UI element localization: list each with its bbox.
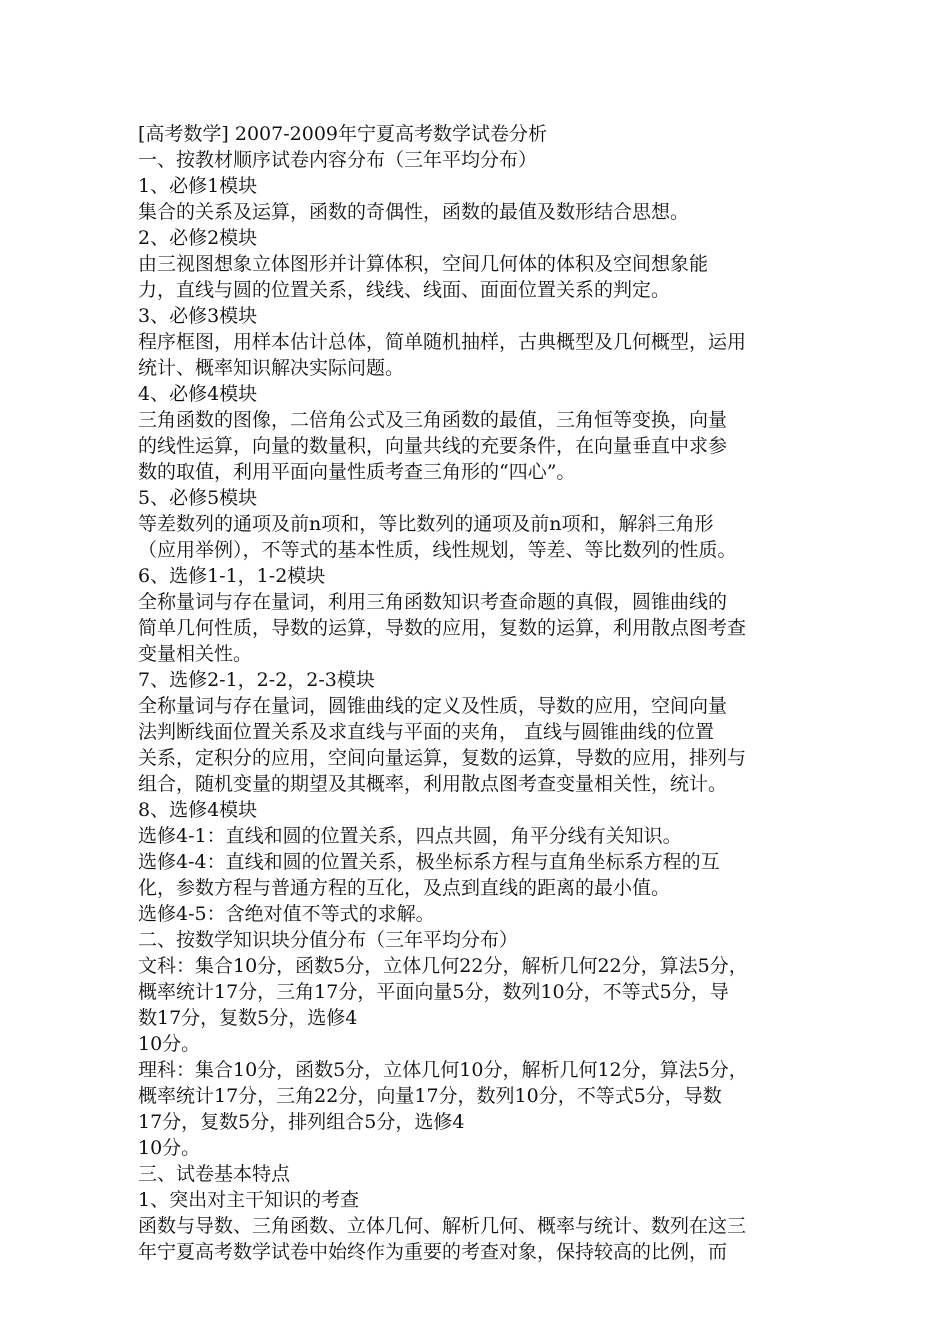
paragraph-line: 概率统计17分，三角22分，向量17分，数列10分，不等式5分，导数 xyxy=(138,1085,722,1107)
paragraph-line: 函数与导数、三角函数、立体几何、解析几何、概率与统计、数列在这三 xyxy=(138,1215,747,1237)
paragraph-line: 化，参数方程与普通方程的互化，及点到直线的距离的最小值。 xyxy=(138,877,671,899)
paragraph-line: 文科：集合10分，函数5分，立体几何22分，解析几何22分，算法5分， xyxy=(138,955,748,977)
paragraph-line: 10分。 xyxy=(138,1033,201,1055)
paragraph-line: 选修4-4：直线和圆的位置关系，极坐标系方程与直角坐标系方程的互 xyxy=(138,851,720,873)
paragraph-line: 17分，复数5分，排列组合5分，选修4 xyxy=(138,1111,465,1133)
subsection-heading: 4、必修4模块 xyxy=(138,383,258,405)
section-heading: 一、按教材顺序试卷内容分布（三年平均分布） xyxy=(138,149,538,171)
paragraph-line: 年宁夏高考数学试卷中始终作为重要的考查对象，保持较高的比例，而 xyxy=(138,1241,728,1263)
paragraph-line: 力，直线与圆的位置关系，线线、线面、面面位置关系的判定。 xyxy=(138,279,671,301)
section-heading: 三、试卷基本特点 xyxy=(138,1163,291,1185)
document-title: [高考数学] 2007-2009年宁夏高考数学试卷分析 xyxy=(138,123,547,145)
section-heading: 二、按数学知识块分值分布（三年平均分布） xyxy=(138,929,519,951)
paragraph-line: 全称量词与存在量词，圆锥曲线的定义及性质，导数的应用，空间向量 xyxy=(138,695,728,717)
paragraph-line: 统计、概率知识解决实际问题。 xyxy=(138,357,405,379)
subsection-heading: 8、选修4模块 xyxy=(138,799,258,821)
paragraph-line: 选修4-5：含绝对值不等式的求解。 xyxy=(138,903,435,925)
paragraph-line: 简单几何性质，导数的运算，导数的应用，复数的运算，利用散点图考查 xyxy=(138,617,747,639)
paragraph-line: 程序框图，用样本估计总体，简单随机抽样，古典概型及几何概型，运用 xyxy=(138,331,747,353)
subsection-heading: 7、选修2-1，2-2，2-3模块 xyxy=(138,669,375,691)
document-body xyxy=(138,121,828,1265)
paragraph-line: 的线性运算，向量的数量积，向量共线的充要条件，在向量垂直中求参 xyxy=(138,435,728,457)
subsection-heading: 3、必修3模块 xyxy=(138,305,258,327)
paragraph-line: 理科：集合10分，函数5分，立体几何10分，解析几何12分，算法5分， xyxy=(138,1059,748,1081)
subsection-heading: 1、突出对主干知识的考查 xyxy=(138,1189,360,1211)
paragraph-line: 变量相关性。 xyxy=(138,643,253,665)
paragraph-line: 10分。 xyxy=(138,1137,201,1159)
paragraph-line: 集合的关系及运算，函数的奇偶性，函数的最值及数形结合思想。 xyxy=(138,201,690,223)
paragraph-line: 数17分，复数5分，选修4 xyxy=(138,1007,358,1029)
paragraph-line: 概率统计17分，三角17分，平面向量5分，数列10分，不等式5分，导 xyxy=(138,981,729,1003)
paragraph-line: 组合，随机变量的期望及其概率，利用散点图考查变量相关性，统计。 xyxy=(138,773,728,795)
paragraph-line: 三角函数的图像，二倍角公式及三角函数的最值，三角恒等变换，向量 xyxy=(138,409,728,431)
subsection-heading: 1、必修1模块 xyxy=(138,175,258,197)
paragraph-line: 全称量词与存在量词，利用三角函数知识考查命题的真假，圆锥曲线的 xyxy=(138,591,728,613)
paragraph-line: 法判断线面位置关系及求直线与平面的夹角， 直线与圆锥曲线的位置 xyxy=(138,721,715,743)
paragraph-line: 数的取值，利用平面向量性质考查三角形的“四心”。 xyxy=(138,461,576,483)
paragraph-line: 选修4-1：直线和圆的位置关系，四点共圆，角平分线有关知识。 xyxy=(138,825,682,847)
paragraph-line: 关系，定积分的应用，空间向量运算，复数的运算，导数的应用，排列与 xyxy=(138,747,747,769)
paragraph-line: 由三视图想象立体图形并计算体积，空间几何体的体积及空间想象能 xyxy=(138,253,709,275)
subsection-heading: 5、必修5模块 xyxy=(138,487,258,509)
paragraph-line: 等差数列的通项及前n项和，等比数列的通项及前n项和，解斜三角形 xyxy=(138,513,714,535)
subsection-heading: 6、选修1-1，1-2模块 xyxy=(138,565,326,587)
paragraph-line: （应用举例），不等式的基本性质，线性规划，等差、等比数列的性质。 xyxy=(138,539,737,561)
subsection-heading: 2、必修2模块 xyxy=(138,227,258,249)
